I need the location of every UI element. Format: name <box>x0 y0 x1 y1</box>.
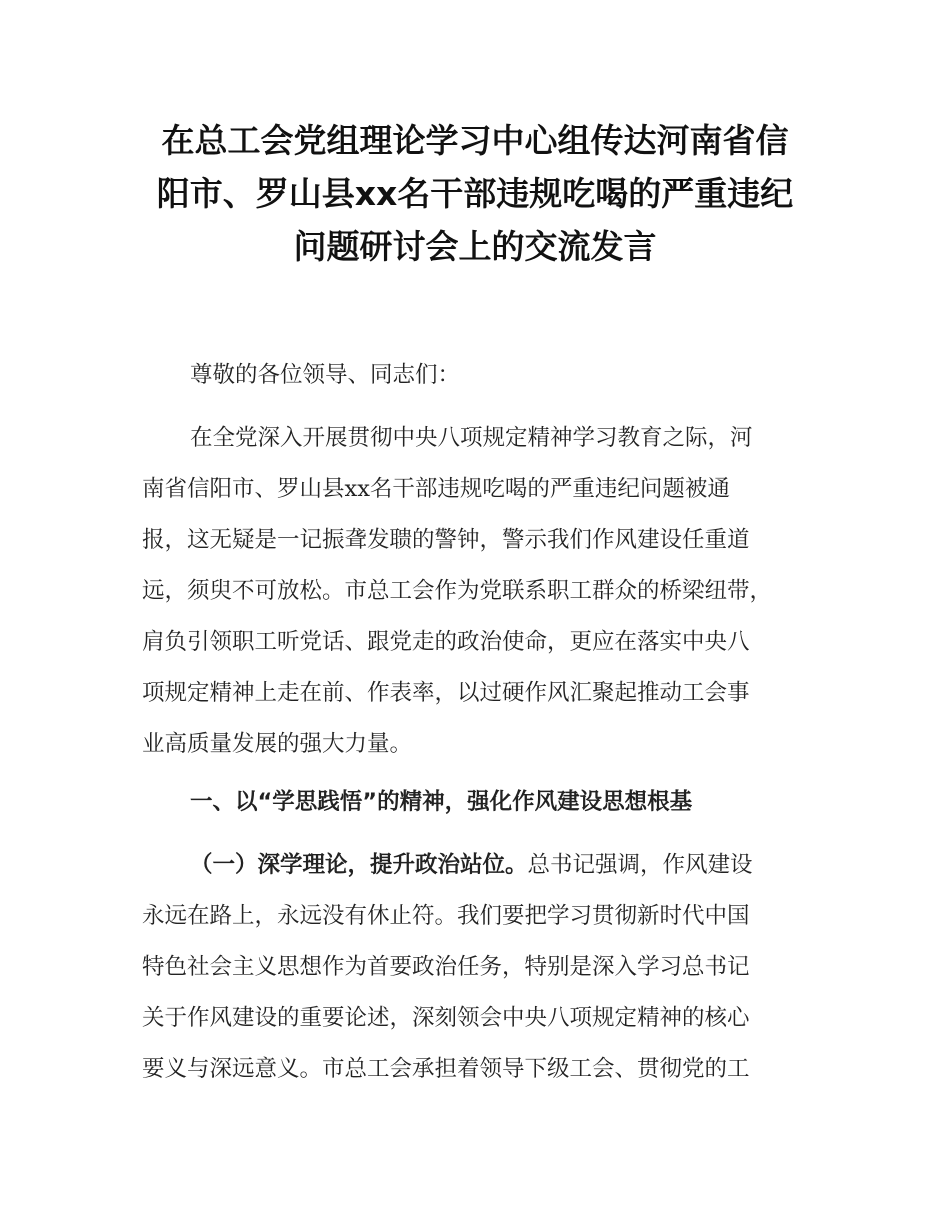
title-line: 问题研讨会上的交流发言 <box>293 227 657 266</box>
subsection-line: 关于作风建设的重要论述，深刻领会中央八项规定精神的核心 <box>142 1005 750 1031</box>
subsection-first-line <box>190 850 753 880</box>
subsection-line: 特色社会主义思想作为首要政治任务，特别是深入学习总书记 <box>142 954 750 980</box>
intro-line: 项规定精神上走在前、作表率，以过硬作风汇聚起推动工会事 <box>142 680 750 706</box>
subsection-line: 要义与深远意义。市总工会承担着领导下级工会、贯彻党的工 <box>142 1056 750 1082</box>
intro-line: 报，这无疑是一记振聋发聩的警钟，警示我们作风建设任重道 <box>142 527 750 553</box>
document-title <box>120 114 830 273</box>
title-line: 阳市、罗山县xx名干部违规吃喝的严重违纪 <box>156 174 794 213</box>
salutation: 尊敬的各位领导、同志们： <box>190 362 461 388</box>
subsection-text: 总书记强调，作风建设 <box>527 852 753 878</box>
subsection-heading: （一）深学理论，提升政治站位。 <box>190 852 528 878</box>
subsection-line: 永远在路上，永远没有休止符。我们要把学习贯彻新时代中国 <box>142 903 750 929</box>
intro-line: 南省信阳市、罗山县xx名干部违规吃喝的严重违纪问题被通 <box>142 476 730 502</box>
section-heading: 一、以“学思践悟”的精神，强化作风建设思想根基 <box>190 789 693 815</box>
intro-line: 肩负引领职工听党话、跟党走的政治使命，更应在落实中央八 <box>142 629 750 655</box>
intro-line: 在全党深入开展贯彻中央八项规定精神学习教育之际，河 <box>190 425 753 451</box>
title-line: 在总工会党组理论学习中心组传达河南省信 <box>161 121 789 160</box>
intro-line: 远，须臾不可放松。市总工会作为党联系职工群众的桥梁纽带， <box>142 578 773 604</box>
intro-line: 业高质量发展的强大力量。 <box>142 731 413 757</box>
